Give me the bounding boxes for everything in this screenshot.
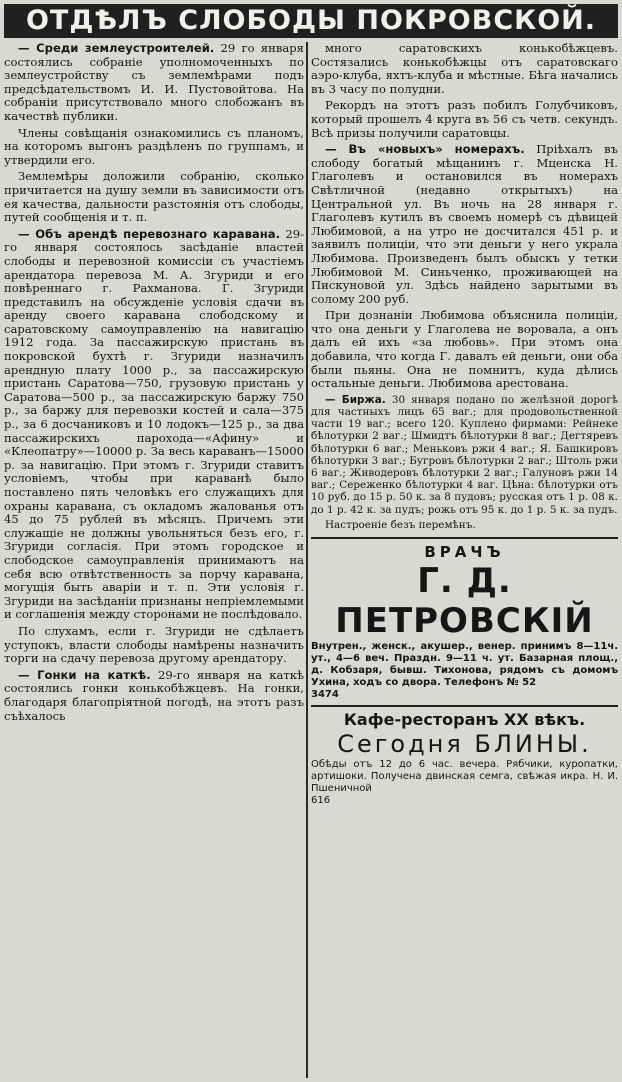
section-banner: ОТДѢЛЪ СЛОБОДЫ ПОКРОВСКОЙ.	[4, 4, 618, 38]
article-ferry-lease	[4, 228, 304, 622]
article-paragraph: Землемѣры доложили собранію, сколько причитается на душу земли въ зависимости отъ ея качества, дальности разстоянія отъ слободы, путей сообщенія и т. п.	[4, 169, 304, 225]
article-text: 30 января подано по желѣзной дорогѣ для частныхъ лицъ 65 ваг.; для продовольственной части 19 ваг.; всего 120. Куплено фирмами: Рейнеке бѣлотурки 2 ваг.; Шмидтъ бѣлотурки 8 ваг.; Дегтяревъ бѣлотурки 6 ваг.; Меньковъ ржи 4 ваг.; Я. Башкировъ бѣлотурки 3 ваг.; Бугровъ бѣлотурки 2 ваг.; Штоль ржи 6 ваг.; Живодеровъ бѣлотурки 2 ваг.; Галуновъ ржи 14 ваг.; Сереженко бѣлотурки 4 ваг. Цѣна: бѣлотурки отъ 10 руб. до 15 р. 50 к. за 8 пудовъ; русская отъ 1 р. 08 к. до 1 р. 42 к. за пудъ; рожь отъ 95 к. до 1 р. 5 к. за пудъ.	[311, 393, 618, 516]
ad-doctor-name: Г. Д. ПЕТРОВСКІЙ	[335, 561, 594, 642]
article-paragraph: Члены совѣщанія ознакомились съ планомъ, на которомъ выгонъ раздѣленъ по группамъ, и утвердили его.	[4, 125, 304, 167]
article-text: 29 го января состоялись собраніе уполномоченныхъ по землеустройству съ землемѣрами подъ предсѣдательствомъ И. И. Пустовойтова. На собраніи присутствовало много слобожанъ въ качествѣ публики.	[4, 42, 304, 123]
article-text: 29-го января состоялось засѣданіе властей слободы и перевозной комиссіи съ участіемъ арендатора перевоза М. А. Згуриди и его повѣреннаго г. Рахманова. Г. Згуриди представилъ на обсужденіе условія сдачи въ аренду своего каравана слободскому и саратовскому самоуправленію на навигацію 1912 года. За пассажирскую пристань въ покровской бухтѣ г. Згуриди назначилъ арендную плату 1000 р., за пассажирскую пристань Саратова—750, грузовую пристань у Саратова—500 р., за пассажирскую баржу 750 р., за баржу для перевозки костей и сала—375 р., за 6 досчаниковъ и 10 лодокъ—125 р., за два пассажирскихъ парохода—«Афину» и «Клеопатру»—10000 р. За весь караванъ—15000 р. за навигацію. При этомъ г. Згуриди ставитъ условіемъ, чтобы при караванѣ было поставлено пять человѣкъ его служащихъ для охраны каравана, съ окладомъ жалованья отъ 45 до 75 рублей въ мѣсяцъ. Причемъ эти служащіе не должны увольняться безъ его, г. Згуриди согласія. При этомъ городское и слободское самоуправленія принимаютъ на себя всю отвѣтственность за порчу каравана, могущія быть аваріи и т. п. Эти условія г. Згуриди на засѣданіи признаны непріемлемыми и соглашенія между сторонами не послѣдовало.	[4, 226, 304, 622]
ad-number: 3474	[311, 689, 339, 701]
article-new-rooms	[311, 143, 618, 306]
article-title: — Биржа.	[325, 393, 386, 406]
article-paragraph: При дознаніи Любимова объяснила полиціи, что она деньги у Глаголева не воровала, а онъ далъ ей ихъ «за любовь». При этомъ она добавила, что когда Г. давалъ ей деньги, они оба были пьяны. Она не помнитъ, куда дѣлись остальные деньги. Любимова арестована.	[311, 308, 618, 391]
ad-text: Внутрен., женск., акушер., венер. принимъ 8—11ч. ут., 4—6 веч. Праздн. 9—11 ч. ут. Базарная площ., д. Кобзаря, бывш. Тихонова, рядомъ съ домомъ Ухина, ходъ со двора. Телефонъ № 52	[311, 641, 618, 689]
article-text: Пріѣхалъ въ слободу богатый мѣщанинъ г. Мценска Н. Глаголевъ и остановился въ номерахъ Свѣтличной (недавно открытыхъ) на Центральной ул. Въ ночь на 28 января г. Глаголевъ кутилъ въ своемъ номерѣ съ дѣвицей Любимовой, а на утро не досчитался 451 р. и заявилъ полиціи, что эти деньги у него украла Любимова. Произведенъ былъ обыскъ у тетки Любимовой М. Синьченко, проживающей на Пискуновой ул. Здѣсь найдено зарытыми въ солому 200 руб.	[311, 142, 618, 306]
cafe-advertisement	[311, 705, 618, 807]
ad-heading: ВРАЧЪ	[424, 543, 505, 562]
doctor-advertisement	[311, 537, 618, 701]
ad-heading: Кафе-ресторанъ XX вѣкъ.	[343, 710, 586, 730]
article-paragraph: По слухамъ, если г. Згуриди не сдѣлаетъ уступокъ, власти слободы намѣрены назначить торги на сдачу перевоза другому арендатору.	[4, 623, 304, 666]
article-continuation: много саратовскихъ конькобѣжцевъ. Состязались конькобѣжцы отъ саратовскаго аэро-клуба, яхтъ-клуба и мѣстные. Бѣга начались въ 3 часу по полудни.	[311, 42, 618, 96]
ad-number: 616	[311, 795, 331, 807]
article-exchange	[311, 394, 618, 516]
column-divider	[306, 42, 308, 1078]
article-title: — Среди землеустроителей.	[18, 42, 215, 55]
article-title: — Въ «новыхъ» номерахъ.	[325, 142, 525, 157]
article-paragraph: Рекордъ на этотъ разъ побилъ Голубчиковъ, который прошелъ 4 круга въ 56 съ четв. секундъ. Всѣ призы получили саратовцы.	[311, 98, 618, 140]
article-paragraph: Настроеніе безъ перемѣнъ.	[325, 518, 476, 531]
exchange-block	[311, 394, 618, 531]
article-land-surveyors	[4, 42, 304, 124]
article-title: — Гонки на каткѣ.	[18, 667, 151, 682]
article-text: 29-го января на каткѣ состоялись гонки конькобѣжцевъ. На гонки, благодаря благопріятной погодѣ, на этотъ разъ съѣхалось	[4, 667, 304, 723]
left-column	[4, 42, 304, 1078]
ad-headline: Сегодня БЛИНЫ.	[337, 730, 592, 759]
ad-text: Обѣды отъ 12 до 6 час. вечера. Рябчики, куропатки, артишоки. Получена двинская семга, свѣжая икра. Н. И. Пшеничной	[311, 759, 618, 795]
article-skating-races	[4, 669, 304, 723]
article-title: — Объ арендѣ перевознаго каравана.	[18, 226, 280, 241]
right-column	[311, 42, 618, 1078]
